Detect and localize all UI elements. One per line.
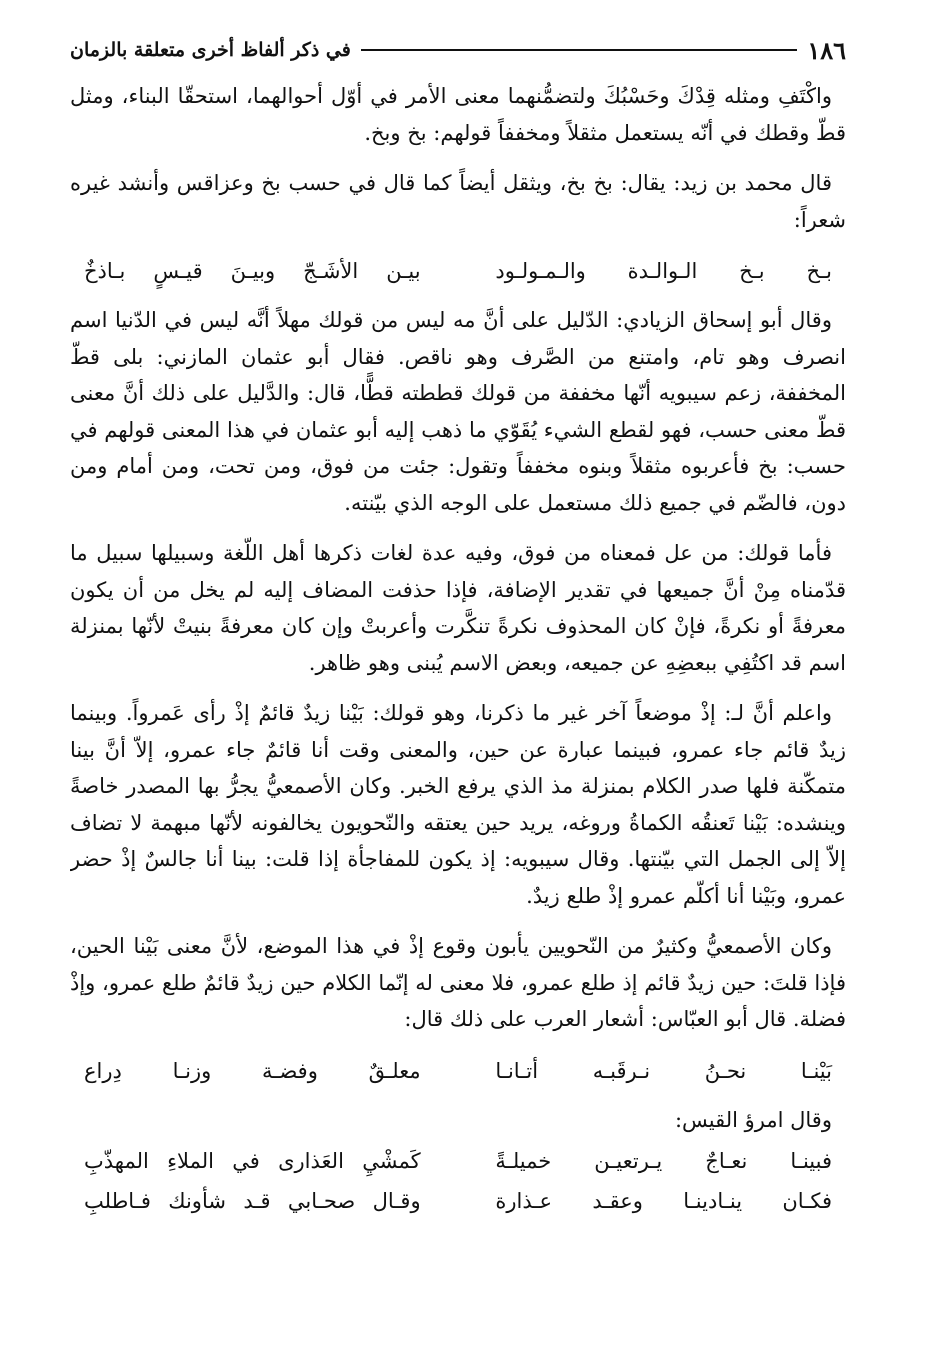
page-header: [70, 30, 846, 70]
paragraph-3: وقال أبو إسحاق الزيادي: الدّليل على أنَّ مه ليس من قولك مهلاً أنَّه ليس في الدّنيا اسم انصرف وهو تام، وامتنع من الصَّرف وهو ناقص. فقال أبو عثمان المازني: بلى قطّ المخففة، زعم سيبويه أنّها مخففة من قولك قططته قطًّا، قال: والدَّليل على ذلك أنَّ معنى قطّ معنى حسب، فهو لقطع الشيء يُقَوّي ما ذهب إليه أبو عثمان في هذا المعنى قولهم في حسب: بخ فأعربوه مثقلاً وبنوه مخففاً وتقول: جئت من فوق، ومن تحت، ومن أمام ومن دون، فالضّم في جميع ذلك مستعمل على الوجه الذي بيّنته.: [70, 308, 846, 515]
header-rule: [361, 49, 797, 51]
verse-3: [84, 1142, 832, 1180]
paragraph-6: وكان الأصمعيُّ وكثيرٌ من النّحويين يأبون وقوع إذْ في هذا الموضع، لأنَّ معنى بَيْنا الحين، فإذا قلتَ: حين زيدٌ قائم إذ طلع عمرو، فلا معنى له إنّما الكلام حين زيدٌ قائمٌ طلع عمرو، وإذْ فضلة. قال أبو العبّاس: أشعار العرب على ذلك قال:: [70, 934, 846, 1031]
verse-1-left: بيـن الأشَـجّ وبيـنَ قيـسٍ بـاذخٌ: [84, 259, 421, 283]
paragraph-2: قال محمد بن زيد: يقال: بخ بخ، ويثقل أيضاً كما قال في حسب بخ وعزاقس وأنشد غيره شعراً:: [70, 171, 846, 232]
paragraph-1: واكْتَفِ ومثله قِدْكَ وحَسْبُكَ ولتضمُّنهما معنى الأمر في أوّل أحوالهما، استحقّا البناء، ومثل قطّ وقطك في أنّه يستعمل مثقلاً ومخففاً قولهم: بخ وبخ.: [70, 84, 846, 145]
paragraph-5: واعلم أنَّ لـ: إذْ موضعاً آخر غير ما ذكرنا، وهو قولك: بَيْنا زيدٌ قائمٌ إذْ رأى عَمرواً. وبينما زيدٌ قائم جاء عمرو، فبينما عبارة عن حين، والمعنى وقت أنا قائمٌ جاء عمرو، إلاّ أنَّ بينا متمكّنة فلها صدر الكلام بمنزلة مذ الذي يرفع الخبر. وكان الأصمعيُّ يجرُّ بها المصدر خاصةً وينشده: بَيْنا تَعنقُه الكماةُ وروغه، يريد حين يعتقه والنّحويون يخالفونه لأنّها مبهمة لا تضاف إلاّ إلى الجمل التي بيّنتها. وقال سيبويه: إذ يكون للمفاجأة إذا قلت: بينا أنا جالسٌ إذْ حضر عمرو، وبَيْنا أنا أكلّم عمرو إذْ طلع زيدٌ.: [70, 701, 846, 908]
verse-1-right: بـخ بـخ الـوالـدة والـمـولـود: [495, 259, 832, 283]
paragraph-4: فأما قولك: من عل فمعناه من فوق، وفيه عدة لغات ذكرها أهل اللّغة وسبيلها سبيل ما قدّمناه مِنْ أنَّ جميعها في تقدير الإضافة، فإذا حذفت المضاف إليه لم يخل من أن يكون معرفةً أو نكرةً، فإنْ كان المحذوف نكرةً تنكَّرت وأعربتْ وإن كان معرفةً بنيتْ لأنّها بمنزلة اسم قد اكتُفِي ببعضِهِ عن جميعه، وبعض الاسم يُبنى وهو ظاهر.: [70, 541, 846, 675]
verse-3-left: كَمشْيِ العَذارى في الملاءِ المهذّبِ: [84, 1148, 421, 1173]
page-number: ١٨٦: [807, 35, 846, 65]
verse-2-left: معلـقٌ وفضـة وزنـا دِراع: [84, 1058, 421, 1083]
verse-1: [84, 252, 832, 290]
verse-2: [84, 1052, 832, 1090]
verse-4-left: وقـال صحـابي قـد شأونك فـاطلبِ: [84, 1188, 421, 1213]
running-title: في ذكر ألفاظ أخرى متعلقة بالزمان: [70, 39, 351, 61]
verse-intro: وقال امرؤ القيس:: [674, 1107, 832, 1132]
book-page: [70, 30, 846, 1320]
verse-4: [84, 1182, 832, 1220]
verse-4-right: فكـان ينـادينـا وعقـد عـذارة: [495, 1188, 832, 1213]
verse-2-right: بَيْنـا نحـنُ نـرقَبـه أتـانـا: [495, 1058, 832, 1083]
verse-3-right: فبينـا نعـاجٌ يـرتعيـن خميلـةً: [495, 1148, 832, 1173]
